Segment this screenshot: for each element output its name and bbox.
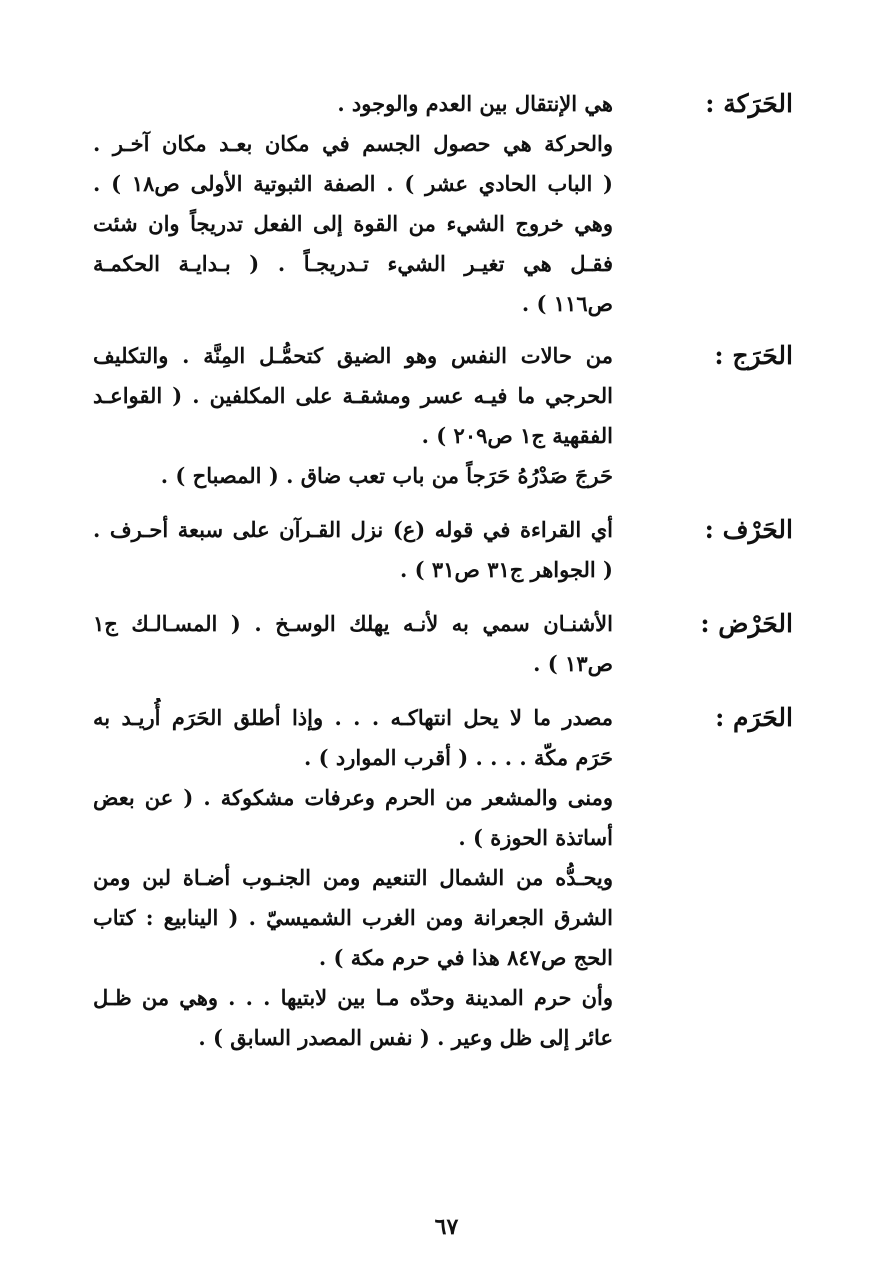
definition-line: الفقهية ج١ ص٢٠٩ ) . — [421, 423, 613, 448]
definition-line: أساتذة الحوزة ) . — [458, 825, 613, 850]
entry-definition — [93, 84, 613, 324]
definition-line: حَرَم مكّة . . . . ( أقرب الموارد ) . — [304, 745, 613, 770]
definition-line: ويحـدُّه من الشمال التنعيم ومن الجنـوب أضـاة لبن ومن — [93, 865, 613, 890]
definition-line: عائر إلى ظل وعير . ( نفس المصدر السابق ) . — [198, 1025, 613, 1050]
definition-line: حَرجَ صَدْرُهُ حَرَجاً من باب تعب ضاق . ( المصباح ) . — [160, 463, 613, 488]
page-number: ٦٧ — [434, 1214, 459, 1240]
entry-haraka — [93, 84, 793, 324]
definition-line: ومنى والمشعر من الحرم وعرفات مشكوكة . ( عن بعض — [93, 785, 613, 810]
definition-line: هي الإنتقال بين العدم والوجود . — [337, 91, 613, 116]
definition-line: من حالات النفس وهو الضيق كتحمُّـل المِنَّة . والتكليف — [93, 343, 613, 368]
entry-haraj — [93, 336, 793, 496]
entry-term: الحَرَم : — [715, 703, 793, 732]
entry-definition — [93, 510, 613, 590]
entry-term: الحَرْف : — [704, 515, 793, 544]
definition-line: الأشنـان سمي به لأنـه يهلك الوسـخ . ( المسـالـك ج١ — [93, 611, 613, 636]
entry-hard — [93, 604, 793, 684]
entry-term: الحَرَكة : — [705, 89, 793, 118]
definition-line: ص١٣ ) . — [533, 651, 613, 676]
entry-definition — [93, 336, 613, 496]
definition-line: الشرق الجعرانة ومن الغرب الشميسيّ . ( الينابيع : كتاب — [93, 905, 613, 930]
definition-line: والحركة هي حصول الجسم في مكان بعـد مكان آخـر . — [93, 131, 613, 156]
definition-line: الحج ص٨٤٧ هذا في حرم مكة ) . — [318, 945, 613, 970]
definition-line: ( الجواهر ج٣١ ص٣١ ) . — [400, 557, 613, 582]
definition-line: أي القراءة في قوله (ع) نزل القـرآن على سبعة أحـرف . — [93, 517, 613, 542]
definition-line: الحرجي ما فيـه عسر ومشقـة على المكلفين . ( القواعـد — [93, 383, 613, 408]
entry-harf — [93, 510, 793, 590]
definition-line: ص١١٦ ) . — [521, 291, 613, 316]
definition-line: ( الباب الحادي عشر ) . الصفة الثبوتية الأولى ص١٨ ) . — [93, 171, 613, 196]
entry-term: الحَرْض : — [700, 609, 793, 638]
definition-line: وهي خروج الشيء من القوة إلى الفعل تدريجاً وان شئت — [93, 211, 613, 236]
definition-line: وأن حرم المدينة وحدّه مـا بين لابتيها . . . وهي من ظـل — [93, 985, 613, 1010]
entry-term: الحَرَج : — [714, 341, 793, 370]
definition-line: مصدر ما لا يحل انتهاكـه . . . وإذا أطلق الحَرَم أُريـد به — [93, 705, 613, 730]
entry-definition — [93, 604, 613, 684]
entry-definition — [93, 698, 613, 1058]
entry-haram — [93, 698, 793, 1068]
definition-line: فقـل هي تغيـر الشيء تـدريجـاً . ( بـدايـة الحكمـة — [93, 251, 613, 276]
